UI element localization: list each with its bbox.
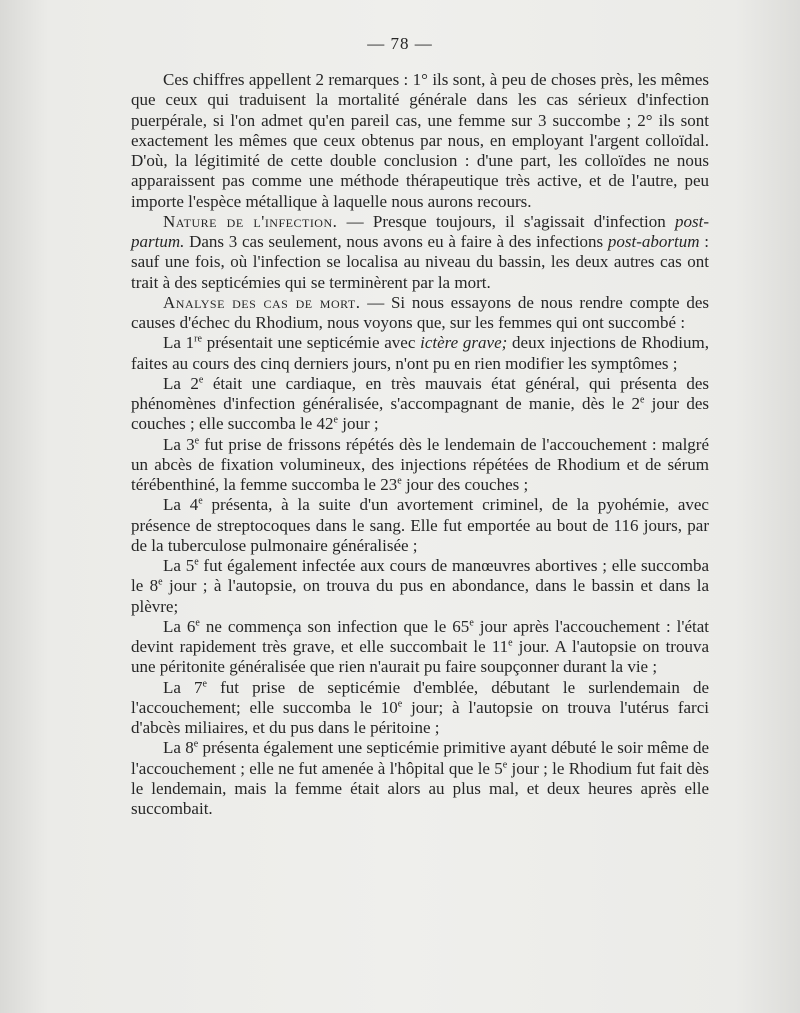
paragraph-case-2 (131, 374, 709, 435)
case-5-sup-2: e (158, 576, 163, 588)
case-1-text-2: deux injections de Rhodium, faites au cours des cinq derniers jours, n'ont pu en rien modifier les symptômes ; (131, 333, 709, 373)
paragraph-case-3 (131, 435, 709, 496)
case-2-sup: e (198, 374, 204, 386)
page-number: — 78 — (367, 34, 433, 53)
paragraph-case-5 (131, 556, 709, 617)
case-5-lead: La 5 (163, 556, 195, 575)
case-6-sup-3: e (508, 637, 513, 649)
case-8-text-2: jour ; le Rhodium fut fait dès le lendemain, mais la femme était alors au plus mal, et deux heures après elle succombait. (131, 758, 710, 818)
case-1-sup: re (194, 333, 202, 345)
case-6-text-1: ne commença son infection que le 65 (199, 616, 470, 636)
paragraph-case-1 (131, 333, 709, 374)
paragraph-case-8 (131, 738, 709, 819)
case-5-text-1: fut également infectée aux cours de manœuvres abortives ; elle succomba le 8 (131, 556, 709, 596)
case-3-lead: La 3 (163, 434, 195, 454)
case-2-lead: La 2 (163, 373, 199, 393)
paragraph-case-7 (131, 678, 709, 739)
body-text (131, 70, 709, 819)
case-7-sup: e (202, 677, 207, 689)
nature-italic-1: post-partum. (131, 211, 709, 251)
case-6-text-3: jour. A l'autopsie on trouva une péritonite généralisée que rien n'aurait pu faire soupçonner durant la vie ; (131, 637, 710, 677)
case-1-text-1: présentait une septicémie avec (201, 333, 421, 353)
paragraph-nature (131, 212, 709, 293)
paragraph-analyse (131, 293, 709, 334)
case-7-lead: La 7 (163, 677, 203, 697)
section-heading-nature: Nature de l'infection. (163, 211, 338, 231)
paragraph-case-4 (131, 495, 709, 556)
section-heading-analyse: Analyse des cas de mort. (163, 292, 361, 312)
case-6-text-2: jour après l'accouchement : l'état devint rapidement très grave, et elle succombait le 11 (131, 616, 709, 656)
nature-italic-2: post-abortum (607, 232, 700, 251)
case-3-sup: e (194, 434, 200, 446)
paragraph-case-6 (131, 617, 709, 678)
case-1-lead: La 1 (163, 333, 195, 353)
case-5-text-2: jour ; à l'autopsie, on trouva du pus en abondance, dans le bassin et dans la plèvre; (131, 576, 709, 616)
nature-text-3: : sauf une fois, où l'infection se localisa au niveau du bassin, les deux autres cas ont trait à des septicémies qui se terminèrent par la mort. (131, 232, 709, 292)
case-8-text-1: présenta également une septicémie primitive ayant débuté le soir même de l'accouchement ; elle ne fut amenée à l'hôpital que le 5 (131, 738, 709, 778)
case-4-sup: e (198, 495, 203, 507)
case-3-text-2: jour des couches ; (401, 475, 529, 494)
case-1-italic: ictère grave; (420, 333, 508, 353)
case-6-lead: La 6 (163, 616, 196, 636)
nature-text-1: — Presque toujours, il s'agissait d'infection (337, 211, 675, 231)
case-2-sup-2: e (639, 394, 645, 406)
case-7-text-1: fut prise de septicémie d'emblée, débutant le surlendemain de l'accouchement; elle succomba le 10 (131, 677, 709, 717)
nature-text-2: Dans 3 cas seulement, nous avons eu à faire à des infections (184, 232, 608, 251)
case-3-sup-2: e (397, 475, 402, 487)
case-8-sup: e (193, 738, 199, 750)
case-2-text-3: jour ; (337, 414, 379, 434)
case-4-lead: La 4 (163, 495, 199, 515)
case-6-sup-2: e (469, 617, 474, 629)
case-7-text-2: jour; à l'autopsie on trouva l'utérus farci d'abcès miliaires, et du pus dans le péritoine ; (131, 697, 709, 737)
case-8-sup-2: e (502, 758, 508, 770)
case-8-lead: La 8 (163, 738, 194, 758)
case-6-sup: e (195, 617, 200, 629)
case-2-text-1: était une cardiaque, en très mauvais état général, qui présenta des phénomènes d'infection généralisée, s'accompagnant de manie, dès le 2 (131, 373, 709, 413)
analyse-text: — Si nous essayons de nous rendre compte des causes d'échec du Rhodium, nous voyons que, sur les femmes qui ont succombé : (131, 292, 709, 332)
case-3-text-1: fut prise de frissons répétés dès le lendemain de l'accouchement : malgré un abcès de fixation volumineux, des injections répétées de Rhodium et de sérum térébenthiné, la femme succomba le 23 (131, 434, 709, 494)
case-7-sup-2: e (397, 698, 403, 710)
case-2-sup-3: e (333, 414, 338, 426)
case-4-text-1: présenta, à la suite d'un avortement criminel, de la pyohémie, avec présence de streptocoques dans le sang. Elle fut emportée au bout de 116 jours, par de la tuberculose pulmonaire généralisée ; (131, 495, 709, 555)
case-5-sup: e (194, 556, 199, 568)
case-2-text-2: jour des couches ; elle succomba le 42 (131, 394, 709, 434)
paragraph-intro: Ces chiffres appellent 2 remarques : 1° ils sont, à peu de choses près, les mêmes que ceux qui traduisent la mortalité générale dans les cas sérieux d'infection puerpérale, si l'on admet qu'en pareil cas, une femme sur 3 succombe ; 2° ils sont exactement les mêmes que ceux obtenus par nous, en employant l'argent colloïdal. D'où, la légitimité de cette double conclusion : d'une part, les colloïdes ne nous apparaissent pas comme une méthode thérapeutique très active, et de l'autre, peu importe l'espèce métallique à laquelle nous aurons recours. (131, 70, 709, 211)
